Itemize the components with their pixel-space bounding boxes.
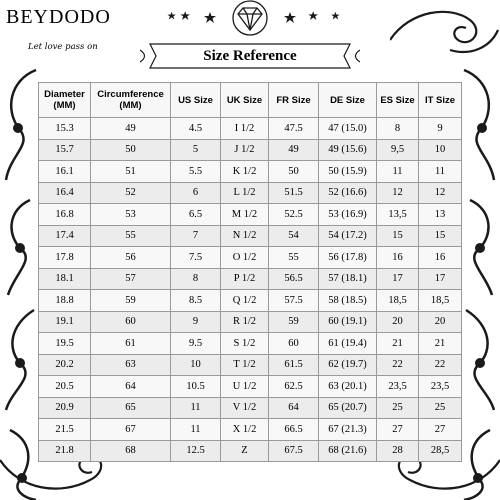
table-cell: 17.8: [39, 247, 91, 269]
table-cell: 12: [377, 182, 419, 204]
table-cell: 56 (17.8): [319, 247, 377, 269]
table-cell: 21: [377, 333, 419, 355]
table-cell: 15.7: [39, 139, 91, 161]
table-cell: 18,5: [377, 290, 419, 312]
table-cell: 20: [377, 311, 419, 333]
table-cell: 11: [171, 397, 221, 419]
table-cell: Z: [221, 440, 269, 462]
table-cell: 17: [377, 268, 419, 290]
table-row: [39, 182, 462, 204]
table-cell: 61: [91, 333, 171, 355]
table-row: [39, 290, 462, 312]
table-cell: V 1/2: [221, 397, 269, 419]
table-cell: 18.8: [39, 290, 91, 312]
table-cell: 15.3: [39, 118, 91, 140]
table-cell: 23,5: [419, 376, 462, 398]
table-row: [39, 440, 462, 462]
table-row: [39, 311, 462, 333]
table-cell: 11: [377, 161, 419, 183]
table-cell: 50: [91, 139, 171, 161]
table-cell: 10: [171, 354, 221, 376]
table-cell: 10.5: [171, 376, 221, 398]
table-cell: 57: [91, 268, 171, 290]
table-cell: 52 (16.6): [319, 182, 377, 204]
table-cell: 57 (18.1): [319, 268, 377, 290]
table-cell: 16: [419, 247, 462, 269]
table-cell: 63: [91, 354, 171, 376]
table-cell: 64: [269, 397, 319, 419]
table-row: [39, 376, 462, 398]
page-title: Size Reference: [203, 48, 297, 64]
table-row: [39, 333, 462, 355]
table-cell: 47 (15.0): [319, 118, 377, 140]
table-cell: 5: [171, 139, 221, 161]
table-cell: 6.5: [171, 204, 221, 226]
table-cell: 8: [377, 118, 419, 140]
column-header: Circumference (MM): [91, 83, 171, 118]
table-cell: 7.5: [171, 247, 221, 269]
table-cell: N 1/2: [221, 225, 269, 247]
table-cell: 5.5: [171, 161, 221, 183]
table-cell: 21: [419, 333, 462, 355]
table-row: [39, 397, 462, 419]
table-cell: 59: [91, 290, 171, 312]
table-body: [39, 118, 462, 462]
column-header: FR Size: [269, 83, 319, 118]
table-cell: 20.2: [39, 354, 91, 376]
table-cell: 52: [91, 182, 171, 204]
table-cell: 19.1: [39, 311, 91, 333]
table-cell: 68 (21.6): [319, 440, 377, 462]
table-cell: 47.5: [269, 118, 319, 140]
table-cell: 9,5: [377, 139, 419, 161]
table-cell: 19.5: [39, 333, 91, 355]
table-cell: 12: [419, 182, 462, 204]
table-cell: 54 (17.2): [319, 225, 377, 247]
table-cell: 11: [171, 419, 221, 441]
brand-name: BEYDODO: [6, 6, 111, 28]
table-cell: 65: [91, 397, 171, 419]
table-cell: 20.5: [39, 376, 91, 398]
table-cell: 16.1: [39, 161, 91, 183]
table-cell: 25: [377, 397, 419, 419]
left-scroll-ornament: [0, 60, 40, 500]
table-cell: 16: [377, 247, 419, 269]
size-table: [38, 82, 462, 462]
table-cell: 56.5: [269, 268, 319, 290]
table-cell: 28,5: [419, 440, 462, 462]
table-cell: 17: [419, 268, 462, 290]
right-scroll-ornament: [460, 60, 500, 500]
table-cell: 49 (15.6): [319, 139, 377, 161]
table-cell: 22: [377, 354, 419, 376]
table-cell: 6: [171, 182, 221, 204]
table-cell: 18.1: [39, 268, 91, 290]
table-cell: 57.5: [269, 290, 319, 312]
table-cell: 67.5: [269, 440, 319, 462]
table-cell: 9: [171, 311, 221, 333]
table-row: [39, 247, 462, 269]
column-header: ES Size: [377, 83, 419, 118]
table-cell: 64: [91, 376, 171, 398]
table-cell: 60 (19.1): [319, 311, 377, 333]
table-cell: U 1/2: [221, 376, 269, 398]
table-cell: 17.4: [39, 225, 91, 247]
table-cell: M 1/2: [221, 204, 269, 226]
table-row: [39, 204, 462, 226]
table-cell: 60: [269, 333, 319, 355]
table-cell: 65 (20.7): [319, 397, 377, 419]
table-cell: 18,5: [419, 290, 462, 312]
table-cell: 62.5: [269, 376, 319, 398]
column-header: DE Size: [319, 83, 377, 118]
table-cell: T 1/2: [221, 354, 269, 376]
table-cell: 53: [91, 204, 171, 226]
diamond-icon: [233, 1, 267, 35]
table-cell: 59: [269, 311, 319, 333]
table-cell: 61.5: [269, 354, 319, 376]
table-cell: 27: [377, 419, 419, 441]
table-cell: S 1/2: [221, 333, 269, 355]
table-cell: 25: [419, 397, 462, 419]
table-cell: 60: [91, 311, 171, 333]
table-cell: 12.5: [171, 440, 221, 462]
table-cell: 22: [419, 354, 462, 376]
table-cell: K 1/2: [221, 161, 269, 183]
table-cell: 21.8: [39, 440, 91, 462]
table-cell: 49: [91, 118, 171, 140]
table-cell: 13,5: [377, 204, 419, 226]
table-cell: 55: [91, 225, 171, 247]
table-cell: 20.9: [39, 397, 91, 419]
table-cell: R 1/2: [221, 311, 269, 333]
table-cell: 28: [377, 440, 419, 462]
table-cell: 58 (18.5): [319, 290, 377, 312]
table-cell: L 1/2: [221, 182, 269, 204]
table-cell: 49: [269, 139, 319, 161]
table-cell: 20: [419, 311, 462, 333]
table-cell: 53 (16.9): [319, 204, 377, 226]
table-row: [39, 419, 462, 441]
table-row: [39, 354, 462, 376]
brand-logo: [6, 6, 126, 52]
table-cell: 15: [377, 225, 419, 247]
table-cell: 13: [419, 204, 462, 226]
table-row: [39, 139, 462, 161]
table-cell: 23,5: [377, 376, 419, 398]
table-cell: 16.4: [39, 182, 91, 204]
table-cell: 56: [91, 247, 171, 269]
column-header: Diameter (MM): [39, 83, 91, 118]
table-cell: 68: [91, 440, 171, 462]
table-cell: 66.5: [269, 419, 319, 441]
table-header-row: [39, 83, 462, 118]
table-cell: X 1/2: [221, 419, 269, 441]
table-cell: 67: [91, 419, 171, 441]
table-cell: 51: [91, 161, 171, 183]
table-cell: I 1/2: [221, 118, 269, 140]
table-cell: 63 (20.1): [319, 376, 377, 398]
table-cell: 16.8: [39, 204, 91, 226]
table-row: [39, 118, 462, 140]
column-header: US Size: [171, 83, 221, 118]
brand-tagline: Let love pass on: [28, 42, 98, 52]
table-cell: 27: [419, 419, 462, 441]
table-cell: 11: [419, 161, 462, 183]
table-cell: 67 (21.3): [319, 419, 377, 441]
table-cell: 50: [269, 161, 319, 183]
table-cell: 55: [269, 247, 319, 269]
table-cell: 51.5: [269, 182, 319, 204]
size-table-container: [38, 82, 461, 457]
table-cell: Q 1/2: [221, 290, 269, 312]
table-row: [39, 225, 462, 247]
table-cell: 9: [419, 118, 462, 140]
table-cell: 7: [171, 225, 221, 247]
table-cell: 61 (19.4): [319, 333, 377, 355]
column-header: UK Size: [221, 83, 269, 118]
column-header: IT Size: [419, 83, 462, 118]
table-cell: 52.5: [269, 204, 319, 226]
table-cell: 4.5: [171, 118, 221, 140]
table-row: [39, 268, 462, 290]
top-right-swirl-ornament: [390, 0, 500, 60]
table-cell: 54: [269, 225, 319, 247]
table-cell: 15: [419, 225, 462, 247]
table-cell: 10: [419, 139, 462, 161]
table-cell: 8: [171, 268, 221, 290]
table-cell: 8.5: [171, 290, 221, 312]
table-cell: 50 (15.9): [319, 161, 377, 183]
table-cell: J 1/2: [221, 139, 269, 161]
table-cell: P 1/2: [221, 268, 269, 290]
table-row: [39, 161, 462, 183]
table-cell: 62 (19.7): [319, 354, 377, 376]
table-cell: 9.5: [171, 333, 221, 355]
table-cell: 21.5: [39, 419, 91, 441]
table-cell: O 1/2: [221, 247, 269, 269]
